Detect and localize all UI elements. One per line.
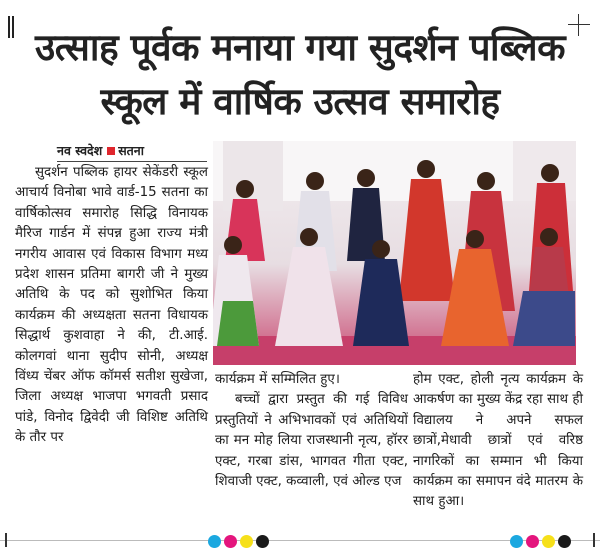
black-dot: [558, 535, 571, 548]
cyan-dot: [510, 535, 523, 548]
byline-city: सतना: [118, 143, 144, 158]
dancers-photo-illustration: [213, 141, 576, 365]
magenta-dot: [224, 535, 237, 548]
yellow-dot: [542, 535, 555, 548]
article-paragraph: सुदर्शन पब्लिक हायर सेकेंडरी स्कूल आचार्य विनोबा भावे वार्ड-15 सतना का वार्षिकोत्सव समारोह सिद्धि विनायक मैरिज गार्डन में संपन्न हुआ राज्य मंत्री नगरीय आवास एवं विकास विभाग मध्य प्रदेश शासन प्रतिमा बागरी जी ने मुख्य अतिथि के पद को सुशोभित किया कार्यक्रम की अध्यक्षता सतना विधायक सिद्धार्थ कुशवाहा ने की, टी.आई. कोलगवां थाना सुदीप सोनी, अध्यक्ष विंध्य चेंबर ऑफ कॉमर्स सतीश सुखेजा, जिला अध्यक्ष भाजपा भगवती प्रसाद पांडे, विनोद द्विवेदी जी विशिष्ट अतिथि के तौर पर: [15, 165, 208, 446]
article-column-3: [413, 370, 583, 513]
color-registration-dots-right: [510, 533, 574, 547]
article-column-1: [15, 163, 208, 449]
registration-mark-bottom-right: [590, 533, 598, 547]
black-dot: [256, 535, 269, 548]
registration-mark-bottom-left: [2, 533, 10, 547]
article-paragraph: होम एक्ट, होली नृत्य कार्यक्रम के आकर्षण का मुख्य केंद्र रहा साथ ही विद्यालय ने अपने सफल छात्रों,मेधावी छात्रों एवं वरिष्ठ नागरिकों का सम्मान भी किया कार्यक्रम का समापन वंदे मातरम के साथ हुआ।: [413, 372, 583, 510]
headline-line-1: उत्साह पूर्वक मनाया गया सुदर्शन पब्लिक: [35, 26, 565, 69]
red-square-icon: [107, 147, 115, 155]
article-continuation: कार्यक्रम में सम्मिलित हुए।: [215, 372, 340, 387]
byline: [57, 142, 207, 162]
article-column-2: [215, 370, 408, 492]
byline-publication: नव स्वदेश: [57, 143, 103, 158]
cyan-dot: [208, 535, 221, 548]
headline-line-2: स्कूल में वार्षिक उत्सव समारोह: [100, 80, 500, 123]
article-paragraph: बच्चों द्वारा प्रस्तुत की गई विविध प्रस्तुतियों ने अभिभावकों एवं अतिथियों का मन मोह लिया राजस्थानी नृत्य, हॉरर एक्ट, गरबा डांस, भागवत गीता एक्ट, शिवाजी एक्ट, कव्वाली, एवं ओल्ड एज: [215, 392, 408, 490]
color-registration-dots-left: [208, 533, 272, 547]
event-photo: [213, 141, 576, 365]
yellow-dot: [240, 535, 253, 548]
magenta-dot: [526, 535, 539, 548]
